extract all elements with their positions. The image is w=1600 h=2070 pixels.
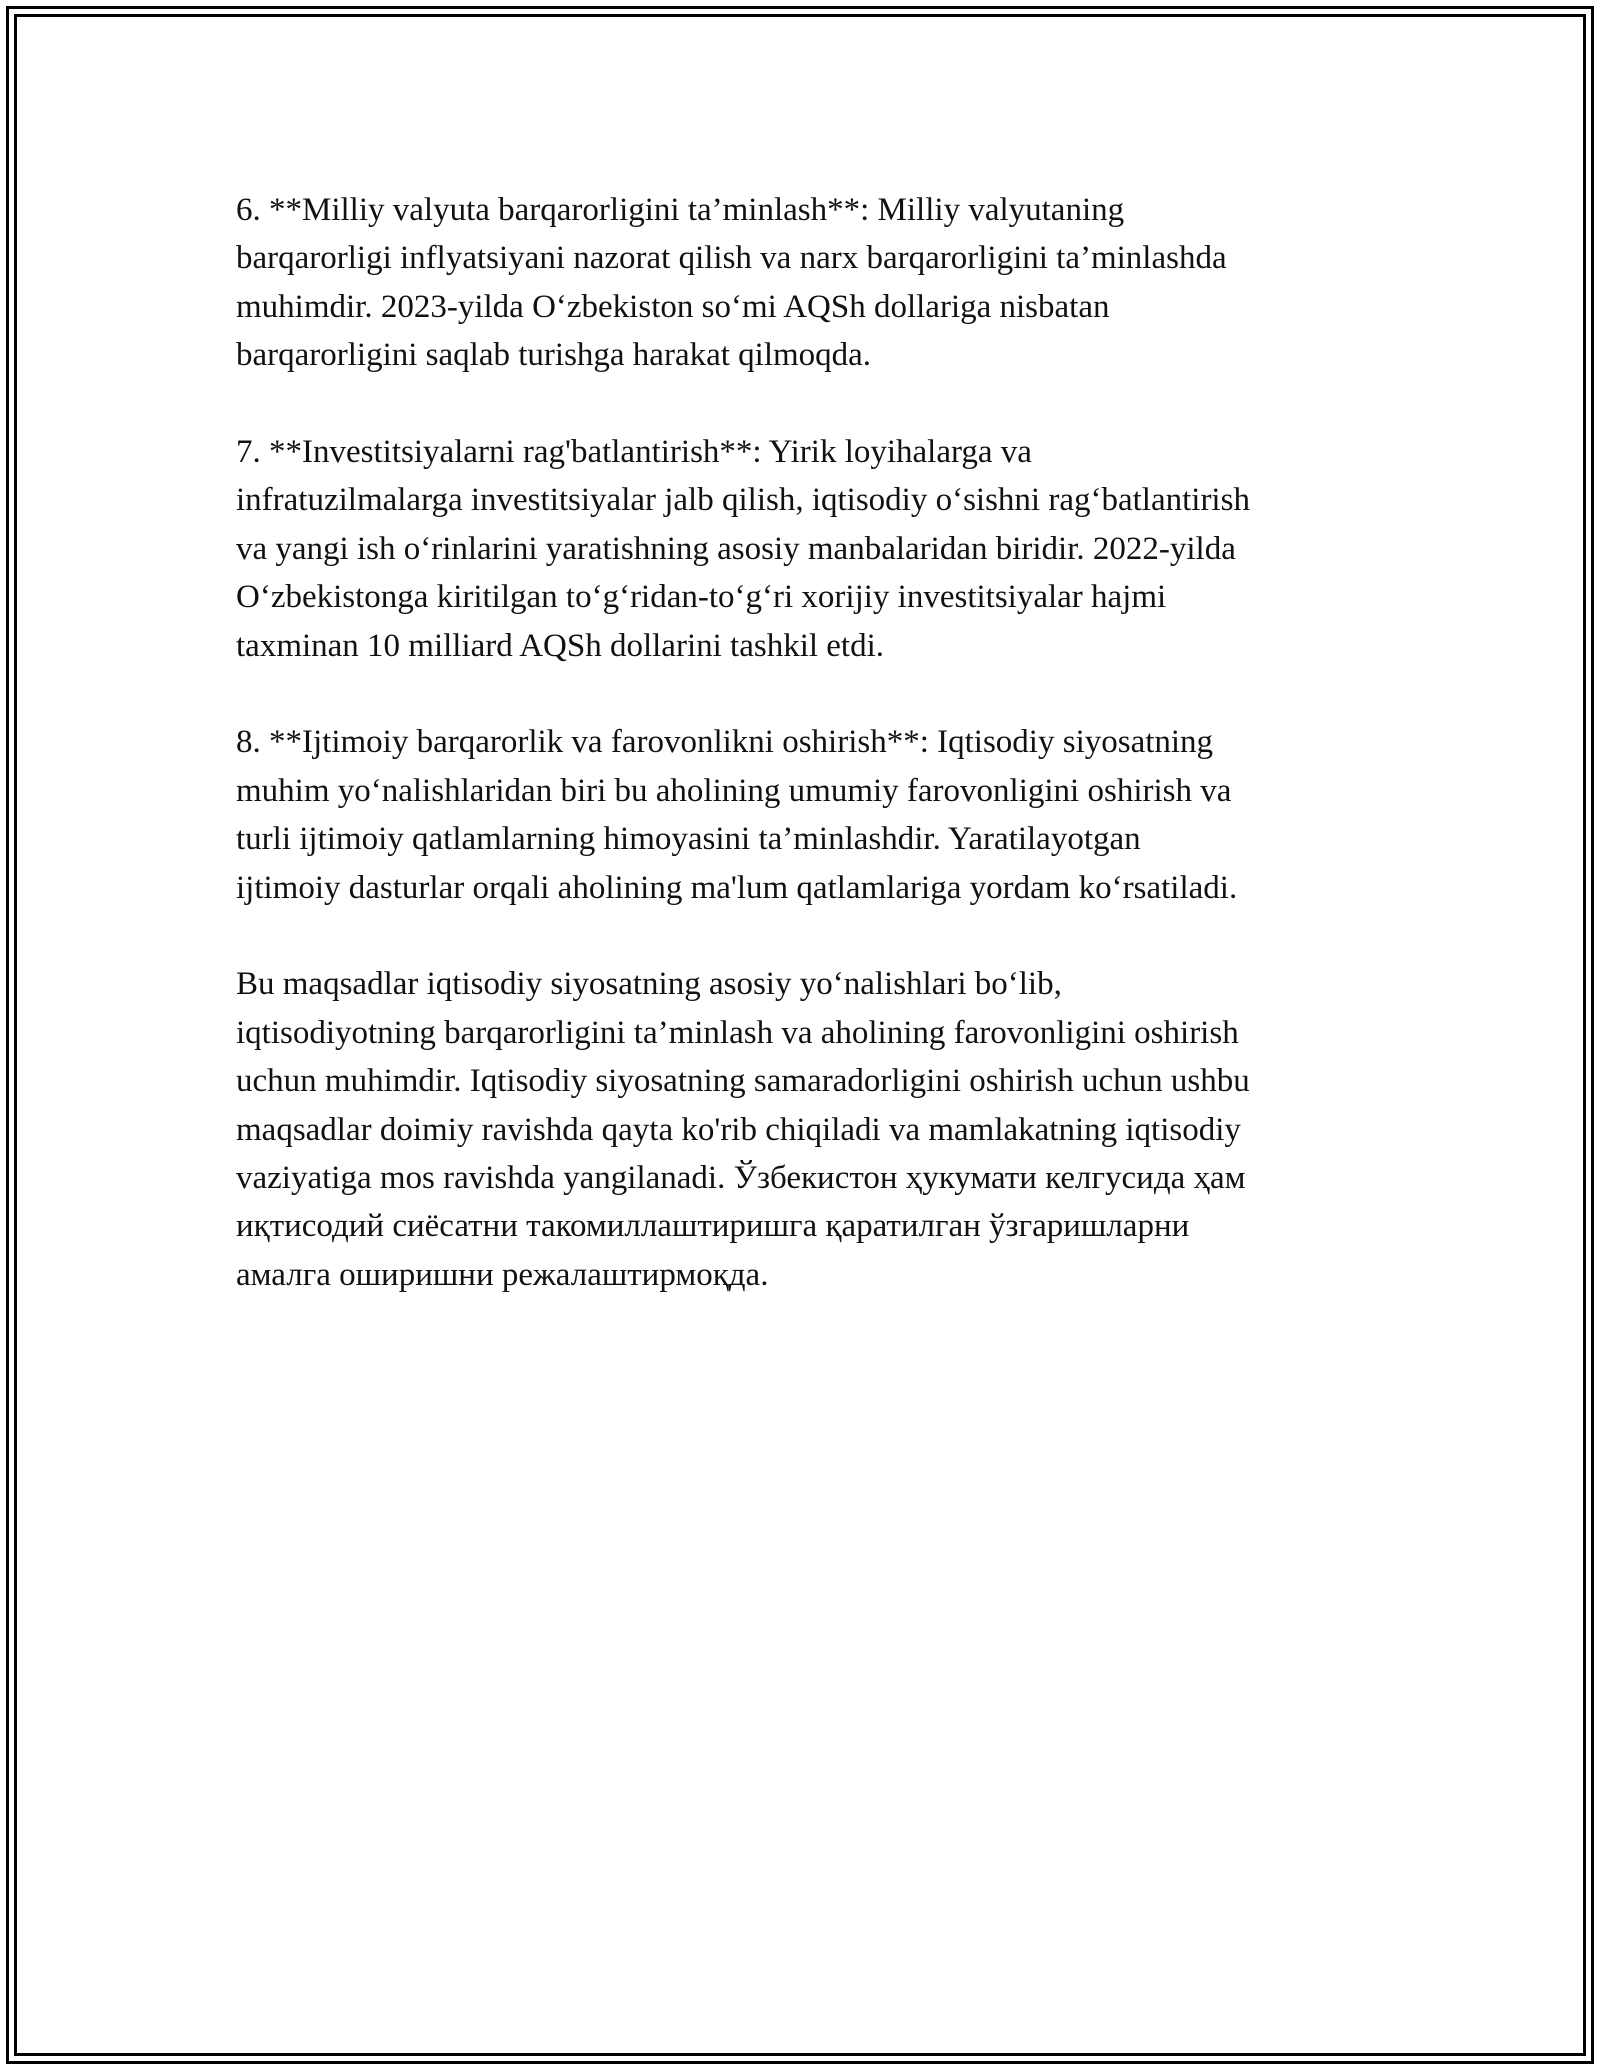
paragraph-conclusion: [236, 960, 1396, 1299]
text-line: амалга оширишни режалаштирмоқда.: [236, 1256, 769, 1293]
paragraph-currency-stability: [236, 186, 1396, 380]
text-line: O‘zbekistonga kiritilgan to‘g‘ridan-to‘g‘ri xorijiy investitsiyalar hajmi: [236, 579, 1167, 616]
text-line: muhim yo‘nalishlaridan biri bu aholining umumiy farovonligini oshirish va: [236, 772, 1232, 809]
text-line: 6. **Milliy valyuta barqarorligini ta’minlash**: Milliy valyutaning: [236, 192, 1125, 228]
text-line: uchun muhimdir. Iqtisodiy siyosatning samaradorligini oshirish uchun ushbu: [236, 1063, 1250, 1100]
text-line: taxminan 10 milliard AQSh dollarini tashkil etdi.: [236, 627, 885, 664]
text-line: 7. **Investitsiyalarni rag'batlantirish**: Yirik loyihalarga va: [236, 434, 1032, 471]
text-line: maqsadlar doimiy ravishda qayta ko'rib chiqiladi va mamlakatning iqtisodiy: [236, 1111, 1241, 1148]
text-line: vaziyatiga mos ravishda yangilanadi. Ўзбекистон ҳукумати келгусида ҳам: [236, 1160, 1246, 1197]
text-line: va yangi ish o‘rinlarini yaratishning asosiy manbalaridan biridir. 2022-yilda: [236, 530, 1236, 567]
text-line: infratuzilmalarga investitsiyalar jalb qilish, iqtisodiy o‘sishni rag‘batlantirish: [236, 482, 1250, 519]
document-body: [236, 186, 1396, 1348]
text-line: 8. **Ijtimoiy barqarorlik va farovonlikni oshirish**: Iqtisodiy siyosatning: [236, 724, 1214, 761]
text-line: barqarorligini saqlab turishga harakat qilmoqda.: [236, 337, 872, 374]
text-line: ijtimoiy dasturlar orqali aholining ma'lum qatlamlariga yordam ko‘rsatiladi.: [236, 869, 1238, 906]
paragraph-social-stability: [236, 718, 1396, 912]
text-line: iqtisodiyotning barqarorligini ta’minlash va aholining farovonligini oshirish: [236, 1014, 1239, 1051]
text-line: turli ijtimoiy qatlamlarning himoyasini ta’minlashdir. Yaratilayotgan: [236, 821, 1141, 858]
text-line: muhimdir. 2023-yilda O‘zbekiston so‘mi AQSh dollariga nisbatan: [236, 288, 1110, 325]
text-line: barqarorligi inflyatsiyani nazorat qilish va narx barqarorligini ta’minlashda: [236, 240, 1227, 277]
text-line: Bu maqsadlar iqtisodiy siyosatning asosiy yo‘nalishlari bo‘lib,: [236, 966, 1062, 1003]
text-line: иқтисодий сиёсатни такомиллаштиришга қаратилган ўзгаришларни: [236, 1208, 1190, 1245]
paragraph-investment: [236, 428, 1396, 670]
